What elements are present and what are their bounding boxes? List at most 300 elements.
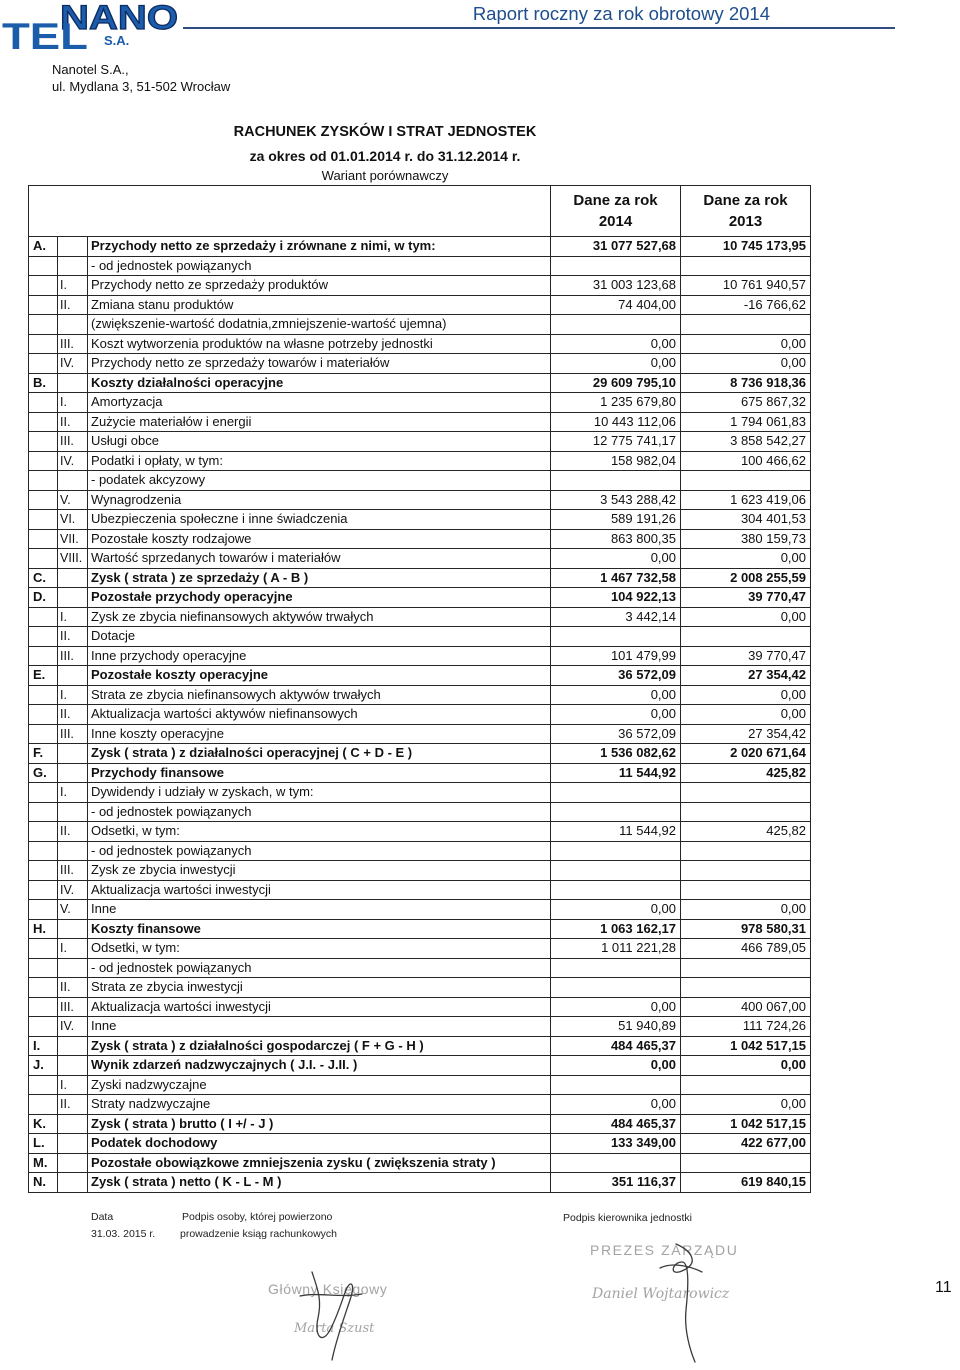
row-number — [58, 763, 88, 783]
row-letter: L. — [29, 1134, 58, 1154]
row-number — [58, 1056, 88, 1076]
value-2014 — [551, 802, 681, 822]
column-header-2013 — [681, 186, 811, 237]
row-letter — [29, 627, 58, 647]
value-2014 — [551, 256, 681, 276]
statement-row — [29, 451, 811, 471]
row-number — [58, 373, 88, 393]
value-2014 — [551, 958, 681, 978]
manager-caption: Podpis kierownika jednostki — [563, 1212, 692, 1224]
row-letter: C. — [29, 568, 58, 588]
statement-row — [29, 1153, 811, 1173]
value-2013: 425,82 — [681, 822, 811, 842]
table-body — [29, 237, 811, 1193]
row-number: I. — [58, 276, 88, 296]
statement-row — [29, 510, 811, 530]
value-2014: 11 544,92 — [551, 763, 681, 783]
row-label: Zysk ze zbycia niefinansowych aktywów trwałych — [88, 607, 551, 627]
company-address: ul. Mydlana 3, 51-502 Wrocław — [52, 79, 231, 94]
row-number: I. — [58, 685, 88, 705]
row-letter — [29, 315, 58, 335]
row-letter — [29, 802, 58, 822]
page-number: 11 — [935, 1279, 952, 1296]
value-2014 — [551, 315, 681, 335]
value-2013: 27 354,42 — [681, 666, 811, 686]
value-2014: 1 235 679,80 — [551, 393, 681, 413]
row-letter — [29, 939, 58, 959]
row-label: Wynagrodzenia — [88, 490, 551, 510]
value-2013 — [681, 256, 811, 276]
value-2014: 484 465,37 — [551, 1114, 681, 1134]
value-2014 — [551, 1153, 681, 1173]
statement-row — [29, 744, 811, 764]
statement-row — [29, 763, 811, 783]
statement-row — [29, 334, 811, 354]
row-letter — [29, 822, 58, 842]
value-2014: 1 011 221,28 — [551, 939, 681, 959]
president-stamp-name: Daniel Wojtarowicz — [592, 1286, 730, 1302]
statement-row — [29, 471, 811, 491]
row-label: Zyski nadzwyczajne — [88, 1075, 551, 1095]
value-2013 — [681, 861, 811, 881]
statement-row — [29, 1075, 811, 1095]
value-2013: 0,00 — [681, 705, 811, 725]
row-label: Dywidendy i udziały w zyskach, w tym: — [88, 783, 551, 803]
row-number: III. — [58, 861, 88, 881]
row-label: Aktualizacja wartości inwestycji — [88, 997, 551, 1017]
row-letter — [29, 880, 58, 900]
row-letter — [29, 549, 58, 569]
row-number: IV. — [58, 880, 88, 900]
value-2014: 0,00 — [551, 705, 681, 725]
table-header-row — [29, 186, 811, 237]
statement-row — [29, 529, 811, 549]
row-letter — [29, 861, 58, 881]
row-number: III. — [58, 432, 88, 452]
column-header-2014 — [551, 186, 681, 237]
row-label: Podatki i opłaty, w tym: — [88, 451, 551, 471]
row-letter — [29, 490, 58, 510]
row-letter — [29, 393, 58, 413]
value-2013 — [681, 471, 811, 491]
row-letter — [29, 646, 58, 666]
value-2013: 422 677,00 — [681, 1134, 811, 1154]
statement-row — [29, 393, 811, 413]
row-letter — [29, 705, 58, 725]
statement-row — [29, 237, 811, 257]
statement-row — [29, 276, 811, 296]
row-letter: A. — [29, 237, 58, 257]
value-2014: 101 479,99 — [551, 646, 681, 666]
signature-chief-accountant — [300, 1272, 362, 1360]
value-2013: 0,00 — [681, 900, 811, 920]
value-2014: 0,00 — [551, 900, 681, 920]
row-label: Podatek dochodowy — [88, 1134, 551, 1154]
value-2013: 10 761 940,57 — [681, 276, 811, 296]
row-letter — [29, 1095, 58, 1115]
logo-text-suffix: S.A. — [104, 33, 130, 48]
row-letter — [29, 471, 58, 491]
row-label: Inne przychody operacyjne — [88, 646, 551, 666]
value-2013 — [681, 880, 811, 900]
value-2013: 1 042 517,15 — [681, 1036, 811, 1056]
statement-row — [29, 666, 811, 686]
value-2014: 1 536 082,62 — [551, 744, 681, 764]
value-2014: 29 609 795,10 — [551, 373, 681, 393]
row-letter — [29, 432, 58, 452]
value-2013: 39 770,47 — [681, 646, 811, 666]
value-2014: 133 349,00 — [551, 1134, 681, 1154]
row-label: Zużycie materiałów i energii — [88, 412, 551, 432]
value-2013 — [681, 802, 811, 822]
row-letter — [29, 1075, 58, 1095]
value-2013: 27 354,42 — [681, 724, 811, 744]
statement-row — [29, 432, 811, 452]
row-letter: F. — [29, 744, 58, 764]
row-number — [58, 237, 88, 257]
row-letter: H. — [29, 919, 58, 939]
statement-row — [29, 802, 811, 822]
logo-text-top: NANO — [60, 0, 178, 37]
row-number — [58, 744, 88, 764]
statement-row — [29, 627, 811, 647]
row-label: Aktualizacja wartości inwestycji — [88, 880, 551, 900]
value-2014 — [551, 978, 681, 998]
statement-row — [29, 549, 811, 569]
row-label: Zysk ( strata ) z działalności gospodarczej ( F + G - H ) — [88, 1036, 551, 1056]
value-2014: 12 775 741,17 — [551, 432, 681, 452]
column-header-year: 2014 — [598, 213, 633, 230]
value-2013 — [681, 627, 811, 647]
row-letter — [29, 997, 58, 1017]
report-title: Raport roczny za rok obrotowy 2014 — [472, 3, 770, 24]
row-letter — [29, 900, 58, 920]
row-label: - od jednostek powiązanych — [88, 841, 551, 861]
row-label: Inne koszty operacyjne — [88, 724, 551, 744]
row-label: Odsetki, w tym: — [88, 939, 551, 959]
row-label: Inne — [88, 900, 551, 920]
row-letter: G. — [29, 763, 58, 783]
accountant-caption-line2: prowadzenie ksiąg rachunkowych — [180, 1228, 338, 1240]
value-2013: 425,82 — [681, 763, 811, 783]
value-2014: 1 467 732,58 — [551, 568, 681, 588]
row-label: Pozostałe koszty operacyjne — [88, 666, 551, 686]
row-label: Amortyzacja — [88, 393, 551, 413]
row-number — [58, 666, 88, 686]
row-number — [58, 1134, 88, 1154]
row-letter — [29, 529, 58, 549]
row-letter — [29, 295, 58, 315]
statement-row — [29, 958, 811, 978]
value-2014: 0,00 — [551, 1095, 681, 1115]
row-label: - od jednostek powiązanych — [88, 256, 551, 276]
row-label: Ubezpieczenia społeczne i inne świadczenia — [88, 510, 551, 530]
row-label: Wynik zdarzeń nadzwyczajnych ( J.I. - J.II. ) — [88, 1056, 551, 1076]
row-number: II. — [58, 295, 88, 315]
value-2014: 104 922,13 — [551, 588, 681, 608]
value-2014: 1 063 162,17 — [551, 919, 681, 939]
row-number: II. — [58, 1095, 88, 1115]
row-letter: E. — [29, 666, 58, 686]
row-letter — [29, 607, 58, 627]
statement-row — [29, 822, 811, 842]
row-number — [58, 841, 88, 861]
value-2013: 0,00 — [681, 354, 811, 374]
value-2013: 8 736 918,36 — [681, 373, 811, 393]
row-label: Pozostałe obowiązkowe zmniejszenia zysku ( zwiększenia straty ) — [88, 1153, 551, 1173]
row-number: II. — [58, 412, 88, 432]
row-label: Przychody netto ze sprzedaży i zrównane z nimi, w tym: — [88, 237, 551, 257]
row-label: Koszt wytworzenia produktów na własne potrzeby jednostki — [88, 334, 551, 354]
value-2014: 158 982,04 — [551, 451, 681, 471]
company-logo — [0, 0, 182, 52]
statement-row — [29, 997, 811, 1017]
row-label: Koszty finansowe — [88, 919, 551, 939]
row-letter — [29, 685, 58, 705]
value-2014: 863 800,35 — [551, 529, 681, 549]
row-label: Wartość sprzedanych towarów i materiałów — [88, 549, 551, 569]
row-number: III. — [58, 997, 88, 1017]
value-2014: 36 572,09 — [551, 724, 681, 744]
value-2013: 111 724,26 — [681, 1017, 811, 1037]
value-2013: 0,00 — [681, 1056, 811, 1076]
row-number: III. — [58, 724, 88, 744]
value-2014 — [551, 880, 681, 900]
signature-president — [660, 1244, 702, 1362]
row-number: IV. — [58, 451, 88, 471]
value-2014: 0,00 — [551, 334, 681, 354]
value-2014: 31 077 527,68 — [551, 237, 681, 257]
row-letter: D. — [29, 588, 58, 608]
row-label: - podatek akcyzowy — [88, 471, 551, 491]
statement-row — [29, 724, 811, 744]
logo-text-main: TEL — [2, 16, 88, 52]
value-2014: 589 191,26 — [551, 510, 681, 530]
value-2013 — [681, 841, 811, 861]
row-number — [58, 568, 88, 588]
row-letter: B. — [29, 373, 58, 393]
row-letter — [29, 724, 58, 744]
statement-row — [29, 607, 811, 627]
row-letter — [29, 841, 58, 861]
date-label: Data — [91, 1211, 114, 1223]
statement-row — [29, 880, 811, 900]
row-letter: K. — [29, 1114, 58, 1134]
value-2013: 2 020 671,64 — [681, 744, 811, 764]
value-2014 — [551, 471, 681, 491]
statement-row — [29, 978, 811, 998]
row-letter — [29, 1017, 58, 1037]
row-label: (zwiększenie-wartość dodatnia,zmniejszenie-wartość ujemna) — [88, 315, 551, 335]
value-2013: 100 466,62 — [681, 451, 811, 471]
value-2014: 0,00 — [551, 997, 681, 1017]
value-2013 — [681, 315, 811, 335]
value-2013 — [681, 783, 811, 803]
row-label: Strata ze zbycia inwestycji — [88, 978, 551, 998]
row-number: I. — [58, 607, 88, 627]
row-label: Koszty działalności operacyjne — [88, 373, 551, 393]
value-2014: 31 003 123,68 — [551, 276, 681, 296]
statement-title: RACHUNEK ZYSKÓW I STRAT JEDNOSTEK — [233, 124, 537, 140]
row-number: VII. — [58, 529, 88, 549]
value-2013: 2 008 255,59 — [681, 568, 811, 588]
row-number — [58, 1153, 88, 1173]
row-label: Odsetki, w tym: — [88, 822, 551, 842]
row-label: Przychody finansowe — [88, 763, 551, 783]
row-label: Pozostałe koszty rodzajowe — [88, 529, 551, 549]
value-2013: 0,00 — [681, 685, 811, 705]
statement-period: za okres od 01.01.2014 r. do 31.12.2014 r. — [249, 148, 521, 164]
value-2014: 3 543 288,42 — [551, 490, 681, 510]
value-2013: 466 789,05 — [681, 939, 811, 959]
row-letter: I. — [29, 1036, 58, 1056]
row-number — [58, 1036, 88, 1056]
accountant-stamp-role: Główny Księgowy — [268, 1281, 388, 1297]
value-2014: 36 572,09 — [551, 666, 681, 686]
statement-row — [29, 783, 811, 803]
row-number: I. — [58, 1075, 88, 1095]
value-2013: 39 770,47 — [681, 588, 811, 608]
value-2014: 0,00 — [551, 685, 681, 705]
row-label: Zysk ( strata ) brutto ( I +/ - J ) — [88, 1114, 551, 1134]
value-2013: 380 159,73 — [681, 529, 811, 549]
row-letter — [29, 451, 58, 471]
value-2013: 978 580,31 — [681, 919, 811, 939]
row-number: VI. — [58, 510, 88, 530]
value-2013: 1 042 517,15 — [681, 1114, 811, 1134]
row-number: II. — [58, 627, 88, 647]
accountant-caption-line1: Podpis osoby, której powierzono — [182, 1211, 333, 1223]
value-2014 — [551, 861, 681, 881]
row-number — [58, 1114, 88, 1134]
row-label: Strata ze zbycia niefinansowych aktywów trwałych — [88, 685, 551, 705]
value-2014: 11 544,92 — [551, 822, 681, 842]
value-2013: 0,00 — [681, 549, 811, 569]
row-number: VIII. — [58, 549, 88, 569]
statement-row — [29, 315, 811, 335]
row-number: III. — [58, 334, 88, 354]
value-2014: 484 465,37 — [551, 1036, 681, 1056]
row-label: Pozostałe przychody operacyjne — [88, 588, 551, 608]
statement-row — [29, 919, 811, 939]
company-name: Nanotel S.A., — [52, 62, 129, 77]
value-2014: 351 116,37 — [551, 1173, 681, 1193]
value-2013: 304 401,53 — [681, 510, 811, 530]
accountant-stamp-name: Marta Szust — [294, 1321, 375, 1336]
statement-row — [29, 1056, 811, 1076]
row-number: II. — [58, 822, 88, 842]
row-number — [58, 315, 88, 335]
row-number: V. — [58, 900, 88, 920]
row-number: I. — [58, 393, 88, 413]
value-2014: 51 940,89 — [551, 1017, 681, 1037]
value-2014: 0,00 — [551, 354, 681, 374]
statement-row — [29, 490, 811, 510]
row-label: Usługi obce — [88, 432, 551, 452]
statement-row — [29, 1173, 811, 1193]
row-label: Zysk ( strata ) netto ( K - L - M ) — [88, 1173, 551, 1193]
value-2013: 619 840,15 — [681, 1173, 811, 1193]
statement-row — [29, 1036, 811, 1056]
row-label: Zmiana stanu produktów — [88, 295, 551, 315]
value-2013: -16 766,62 — [681, 295, 811, 315]
date-value: 31.03. 2015 r. — [91, 1228, 156, 1240]
row-letter: N. — [29, 1173, 58, 1193]
statement-row — [29, 939, 811, 959]
statement-row — [29, 1017, 811, 1037]
row-letter — [29, 978, 58, 998]
statement-row — [29, 900, 811, 920]
row-number: IV. — [58, 1017, 88, 1037]
row-number — [58, 802, 88, 822]
value-2014: 74 404,00 — [551, 295, 681, 315]
row-number — [58, 588, 88, 608]
value-2013: 10 745 173,95 — [681, 237, 811, 257]
row-letter: M. — [29, 1153, 58, 1173]
row-number: I. — [58, 783, 88, 803]
statement-row — [29, 1095, 811, 1115]
value-2013: 1 623 419,06 — [681, 490, 811, 510]
statement-row — [29, 1134, 811, 1154]
row-number: III. — [58, 646, 88, 666]
value-2013: 0,00 — [681, 1095, 811, 1115]
row-number: II. — [58, 705, 88, 725]
row-letter — [29, 958, 58, 978]
statement-row — [29, 412, 811, 432]
row-label: - od jednostek powiązanych — [88, 802, 551, 822]
value-2013 — [681, 978, 811, 998]
column-header-label: Dane za rok — [703, 192, 788, 209]
statement-row — [29, 295, 811, 315]
income-statement-table — [28, 185, 811, 1193]
row-number — [58, 471, 88, 491]
value-2013: 0,00 — [681, 334, 811, 354]
row-letter — [29, 334, 58, 354]
row-number — [58, 256, 88, 276]
row-number: V. — [58, 490, 88, 510]
value-2013: 400 067,00 — [681, 997, 811, 1017]
value-2013 — [681, 1153, 811, 1173]
row-letter — [29, 783, 58, 803]
statement-row — [29, 256, 811, 276]
row-label: Przychody netto ze sprzedaży towarów i materiałów — [88, 354, 551, 374]
row-number: IV. — [58, 354, 88, 374]
value-2014 — [551, 841, 681, 861]
value-2014: 0,00 — [551, 549, 681, 569]
statement-row — [29, 685, 811, 705]
statement-row — [29, 1114, 811, 1134]
row-number — [58, 1173, 88, 1193]
column-header-year: 2013 — [728, 213, 763, 230]
statement-row — [29, 841, 811, 861]
statement-row — [29, 588, 811, 608]
row-number — [58, 919, 88, 939]
row-label: Straty nadzwyczajne — [88, 1095, 551, 1115]
row-label: Dotacje — [88, 627, 551, 647]
row-label: Zysk ze zbycia inwestycji — [88, 861, 551, 881]
header-rule — [183, 27, 895, 29]
value-2014 — [551, 1075, 681, 1095]
value-2013 — [681, 958, 811, 978]
statement-variant: Wariant porównawczy — [321, 168, 449, 183]
row-letter — [29, 354, 58, 374]
row-number: I. — [58, 939, 88, 959]
statement-row — [29, 568, 811, 588]
row-label: - od jednostek powiązanych — [88, 958, 551, 978]
value-2014 — [551, 627, 681, 647]
value-2013: 3 858 542,27 — [681, 432, 811, 452]
row-label: Zysk ( strata ) z działalności operacyjnej ( C + D - E ) — [88, 744, 551, 764]
